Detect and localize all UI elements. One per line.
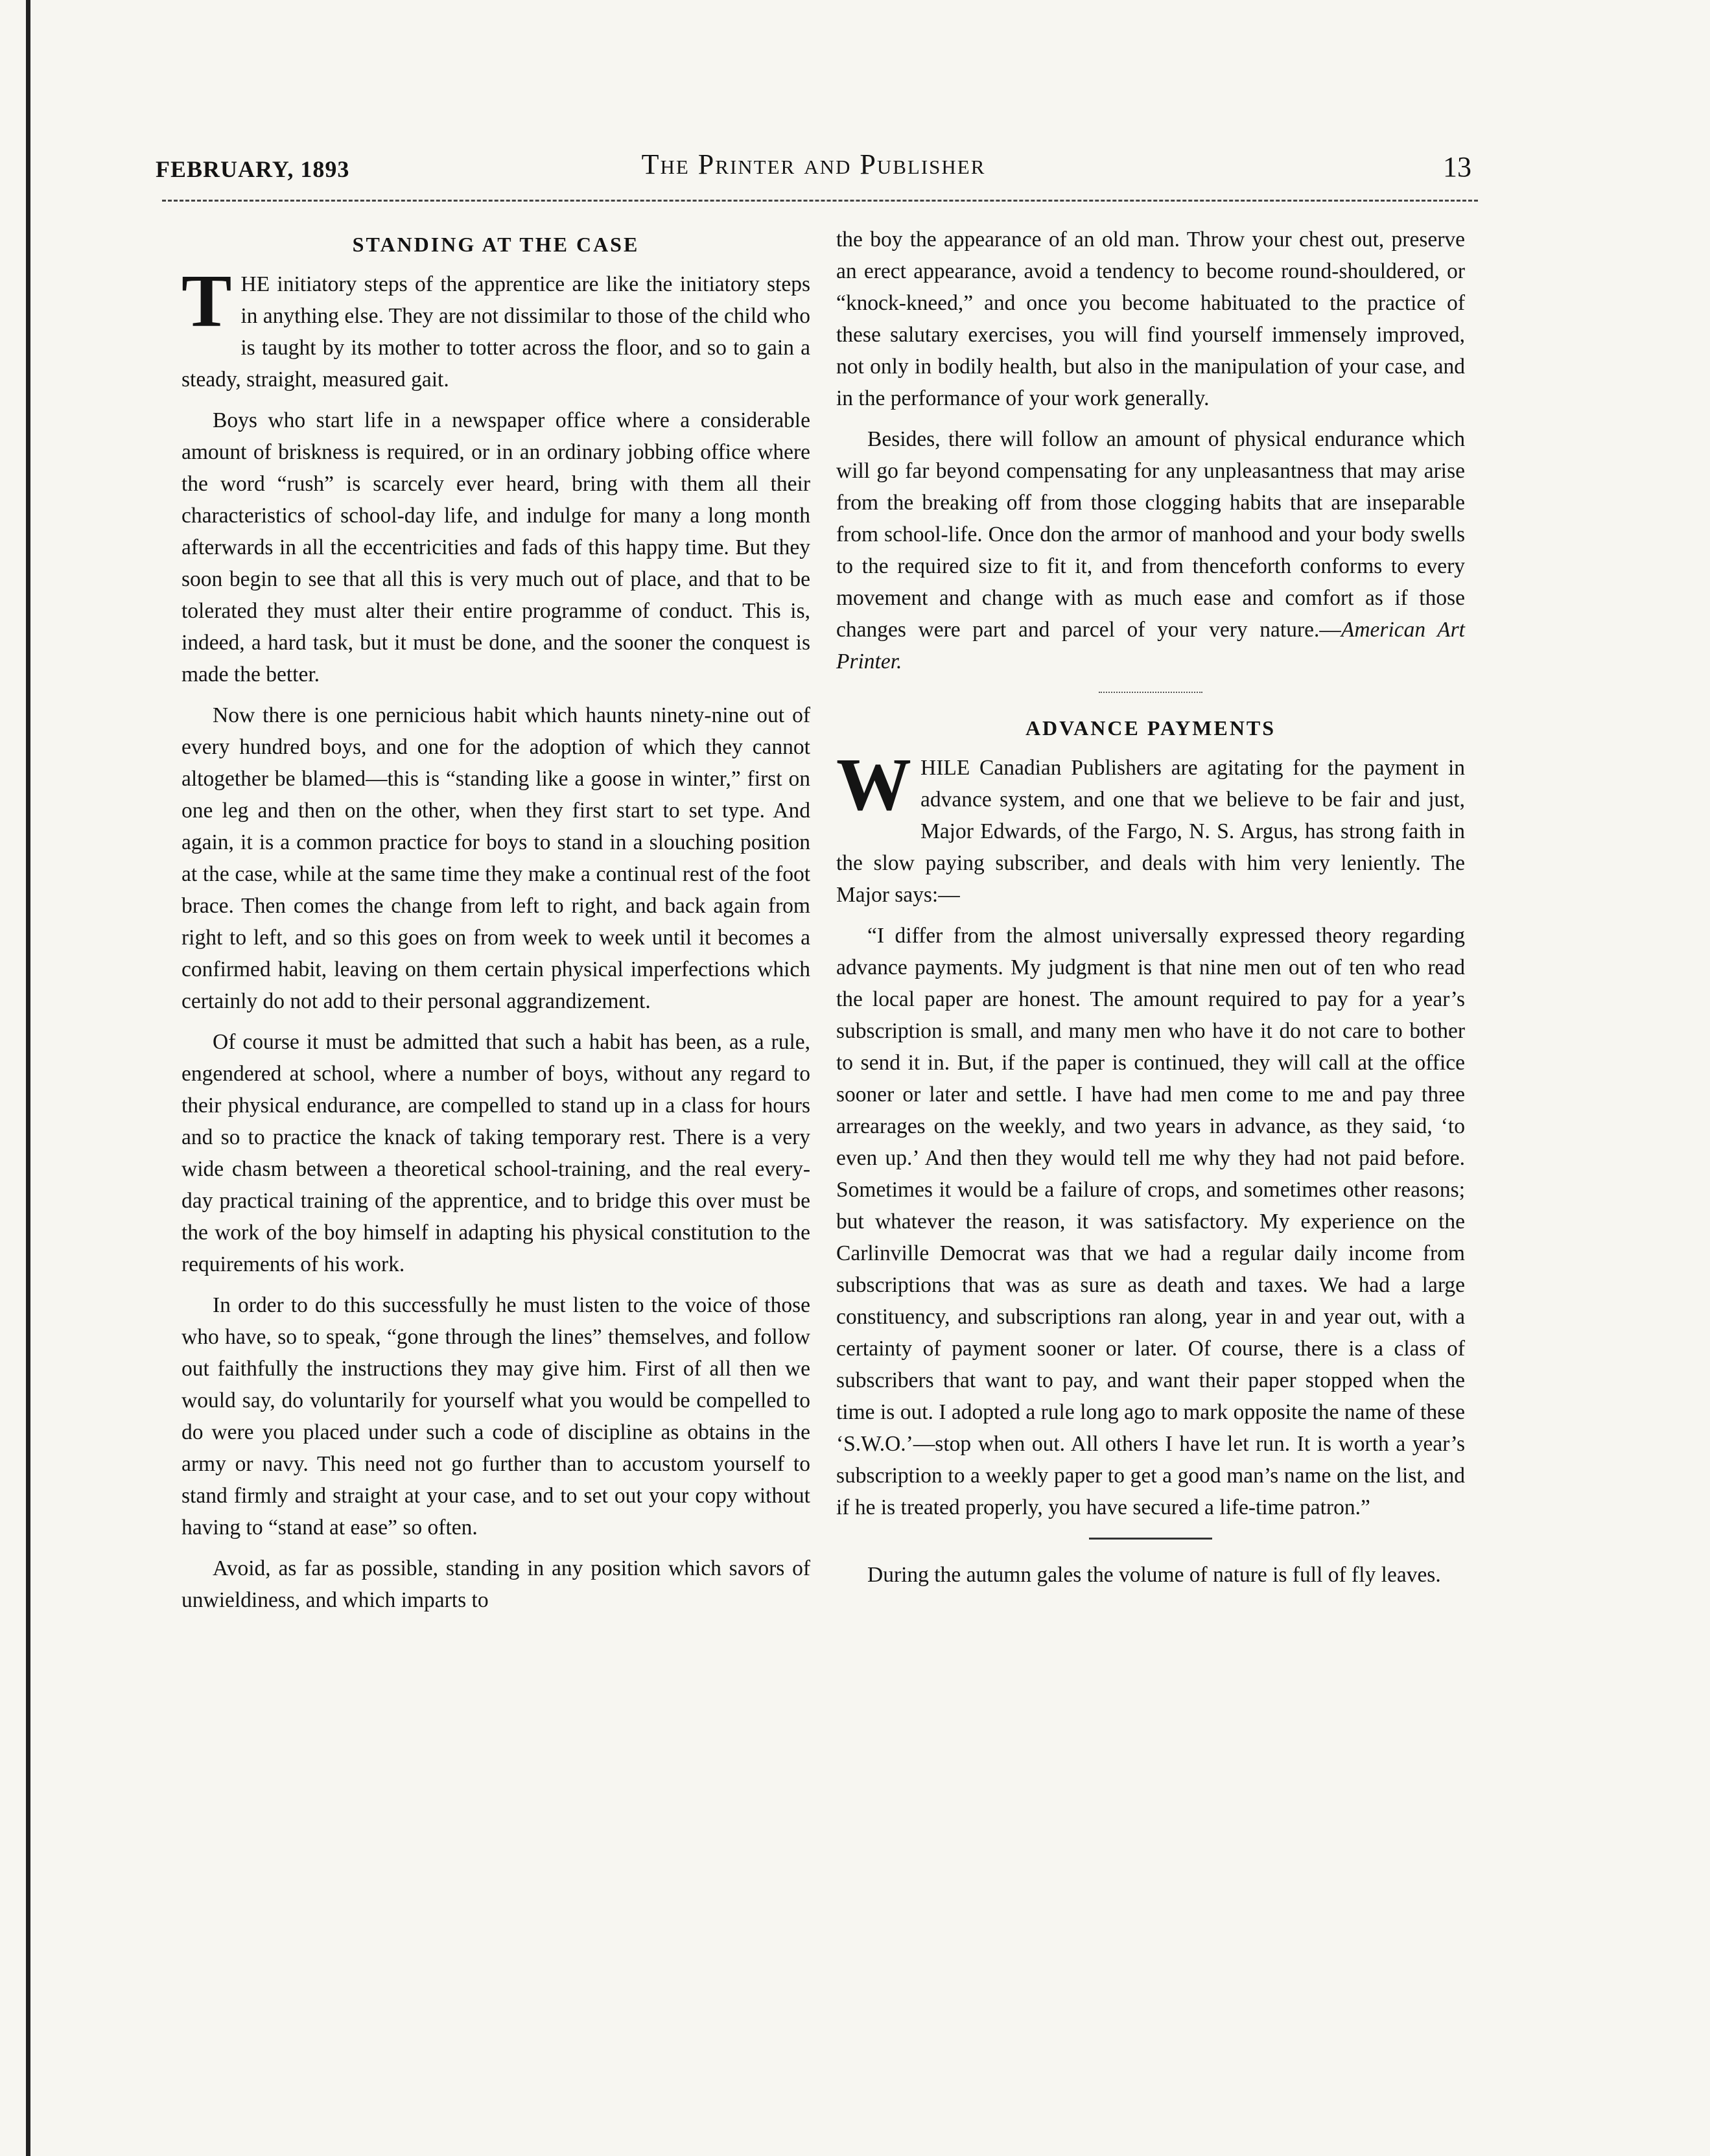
- right-column: [836, 224, 1465, 1591]
- drop-cap: W: [836, 744, 911, 826]
- header-rule: [162, 200, 1478, 202]
- paragraph-text: HILE Canadian Publishers are agitating for the payment in advance system, and one that we believe to be fair and just, Major Edwards, of the Fargo, N. S. Argus, has strong faith in the slow paying subscriber, and deals with him very leniently. The Major says:—: [836, 756, 1465, 907]
- paragraph-text: HE initiatory steps of the apprentice are like the initiatory steps in anything else. They are not dissimilar to those of the child who is taught by its mother to totter across the floor, and so to gain a steady, straight, measured gait.: [182, 272, 810, 392]
- article-title: ADVANCE PAYMENTS: [1025, 716, 1276, 740]
- filler-paragraph: During the autumn gales the volume of nature is full of fly leaves.: [867, 1563, 1441, 1587]
- article-quote: “I differ from the almost universally expressed theory regarding advance payments. My judgment is that nine men out of ten who read the local paper are honest. The amount required to pay for a year’s subscription is small, and many men who have it do not care to bother to send it in. But, if the paper is continued, they will call at the office sooner or later and settle. I have had men come to me and pay three arrearages on the weekly, and two years in advance, as they said, ‘to even up.’ And then they would tell me why they had not paid before. Sometimes it would be a failure of crops, and sometimes other reasons; but whatever the reason, it was satisfactory. My experience on the Carlinville Democrat was that we had a regular daily income from subscriptions that was as sure as death and taxes. We had a large constituency, and subscriptions ran along, year in and year out, with a certainty of payment sooner or later. Of course, there is a class of subscribers that want to pay, and want their paper stopped when the time is out. I adopted a rule long ago to mark opposite the name of these ‘S.W.O.’—stop when out. All others I have let run. It is worth a year’s subscription to a weekly paper to get a good man’s name on the list, and if he is treated properly, you have secured a life-time patron.”: [836, 924, 1465, 1519]
- section-divider: [1099, 692, 1202, 693]
- article-paragraph: [836, 423, 1465, 677]
- left-column: [182, 224, 810, 1616]
- issue-date: FEBRUARY, 1893: [156, 156, 350, 182]
- article-paragraph: Boys who start life in a newspaper office where a considerable amount of briskness is required, or in an ordinary jobbing office where the word “rush” is scarcely ever heard, bring with them all their characteristics of school-day life, and indulge for many a long month afterwards in all the eccentricities and fads of this happy time. But they soon begin to see that all this is very much out of place, and that to be tolerated they must alter their entire programme of conduct. This is, indeed, a hard task, but it must be done, and the sooner the conquest is made the better.: [182, 408, 810, 686]
- article-paragraph: In order to do this successfully he must listen to the voice of those who have, so to speak, “gone through the lines” themselves, and follow out faithfully the instructions they may give him. First of all then we would say, do voluntarily for yourself what you would be compelled to do were you placed under such a code of discipline as obtains in the army or navy. This need not go further than to accustom yourself to stand firmly and straight at your case, and to set out your copy without having to “stand at ease” so often.: [182, 1293, 810, 1540]
- article-title: STANDING AT THE CASE: [352, 233, 640, 256]
- running-head: [156, 148, 1471, 187]
- section-divider: [1089, 1538, 1212, 1540]
- page-binding-edge: [26, 0, 30, 2156]
- article-paragraph: Now there is one pernicious habit which haunts ninety-nine out of every hundred boys, and one for the adoption of which they cannot altogether be blamed—this is “standing like a goose in winter,” first on one leg and then on the other, when they first start to set type. And again, it is a common practice for boys to stand in a slouching position at the case, while at the same time they make a continual rest of the foot brace. Then comes the change from left to right, and back again from right to left, and so this goes on from week to week until it becomes a confirmed habit, leaving on them certain physical imperfections which certainly do not add to their personal aggrandizement.: [182, 703, 810, 1013]
- page-number: 13: [1443, 151, 1471, 183]
- drop-cap: T: [182, 260, 232, 343]
- paragraph-text: Besides, there will follow an amount of physical endurance which will go far beyond compensating for any unpleasantness that may arise from the breaking off from those clogging habits that are inseparable from school-life. Once don the armor of manhood and your body swells to the required size to fit it, and from thenceforth conforms to every movement and change with as much ease and comfort as if those changes were part and parcel of your very nature.—: [836, 427, 1465, 642]
- publication-title: The Printer and Publisher: [641, 148, 986, 180]
- article-paragraph-continued: the boy the appearance of an old man. Throw your chest out, preserve an erect appearance, avoid a tendency to become round-shouldered, or “knock-kneed,” and once you become habituated to the practice of these salutary exercises, you will find yourself immensely improved, not only in bodily health, but also in the manipulation of your case, and in the performance of your work generally.: [836, 228, 1465, 410]
- article-paragraph: [182, 260, 810, 395]
- article-paragraph: Of course it must be admitted that such a habit has been, as a rule, engendered at school, where a number of boys, without any regard to their physical endurance, are compelled to stand up in a class for hours and so to practice the knack of taking temporary rest. There is a very wide chasm between a theoretical school-training, and the real every-day practical training of the apprentice, and to bridge this over must be the work of the boy himself in adapting his physical constitution to the requirements of his work.: [182, 1030, 810, 1276]
- article-paragraph: [836, 744, 1465, 911]
- article-paragraph: Avoid, as far as possible, standing in any position which savors of unwieldiness, and which imparts to: [182, 1556, 810, 1612]
- article-source: American Art Printer.: [836, 618, 1465, 674]
